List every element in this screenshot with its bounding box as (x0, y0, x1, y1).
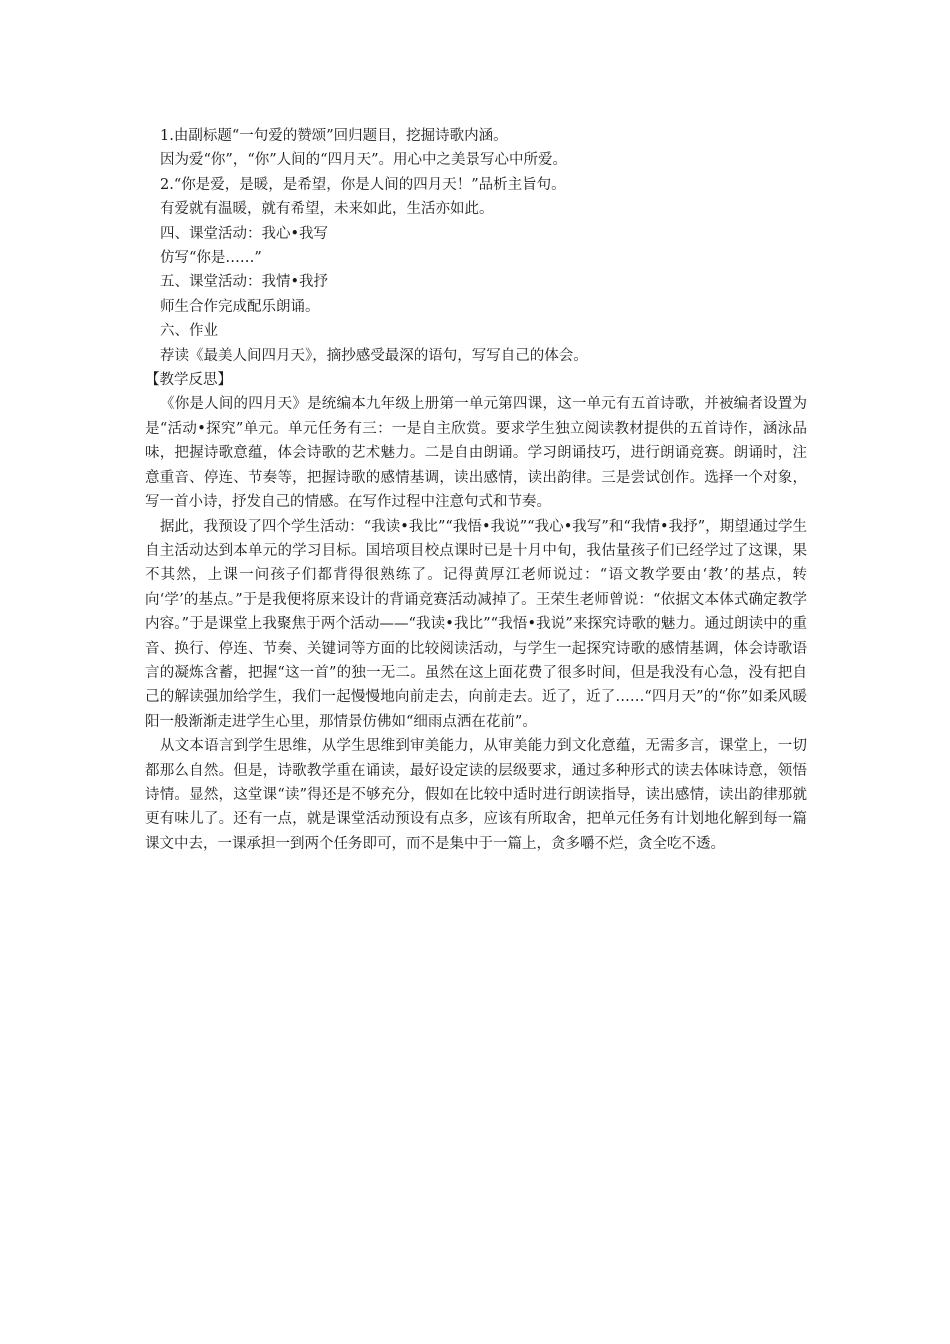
text-line: 2.“你是爱，是暖，是希望，你是人间的四月天！”品析主旨句。 (160, 176, 566, 193)
text-line: 荐读《最美人间四月天》，摘抄感受最深的语句，写写自己的体会。 (160, 347, 588, 364)
text-line: 因为爱“你”，“你”人间的“四月天”。用心中之美景写心中所爱。 (160, 152, 567, 169)
text-line: 师生合作完成配乐朗诵。 (160, 298, 320, 315)
section-heading: 四、课堂活动：我心•我写 (160, 225, 329, 242)
reflection-paragraph: 从文本语言到学生思维，从学生思维到审美能力，从审美能力到文化意蕴，无需多言，课堂上，一切都那么自然。但是，诗歌教学重在诵读，最好设定读的层级要求，通过多种形式的读去体味诗意，领悟诗情。显然，这堂课“读”得还是不够充分，假如在比较中适时进行朗读指导，读出感情，读出韵律那就更有味儿了。还有一点，就是课堂活动预设有点多，应该有所取舍，把单元任务有计划地化解到每一篇课文中去，一课承担一到两个任务即可，而不是集中于一篇上，贪多嚼不烂，贪全吃不透。 (145, 738, 807, 852)
text-line: 有爱就有温暖，就有希望，未来如此，生活亦如此。 (160, 201, 494, 218)
reflection-paragraph: 据此，我预设了四个学生活动：“我读•我比”“我悟•我说”“我心•我写”和“我情•我抒”，期望通过学生自主活动达到本单元的学习目标。国培项目校点课时已是十月中旬，我估量孩子们已经学过了这课，果不其然，上课一问孩子们都背得很熟练了。记得黄厚江老师说过：“语文教学要由‘教’的基点，转向‘学’的基点。”于是我便将原来设计的背诵竞赛活动减掉了。王荣生老师曾说：“依据文本体式确定教学内容。”于是课堂上我聚焦于两个活动——“我读•我比”“我悟•我说”来探究诗歌的魅力。通过朗读中的重音、换行、停连、节奏、关键词等方面的比较阅读活动，与学生一起探究诗歌的感情基调，体会诗歌语言的凝炼含蓄，把握“这一首”的独一无二。虽然在这上面花费了很多时间，但是我没有心急，没有把自己的解读强加给学生，我们一起慢慢地向前走去，向前走去。近了，近了……“四月天”的“你”如柔风暖阳一般渐渐走进学生心里，那情景仿佛如“细雨点洒在花前”。 (145, 518, 807, 730)
section-heading: 五、课堂活动：我情•我抒 (160, 274, 329, 291)
section-heading: 六、作业 (160, 323, 218, 340)
text-line: 仿写“你是……” (160, 250, 262, 267)
reflection-paragraph: 《你是人间的四月天》是统编本九年级上册第一单元第四课，这一单元有五首诗歌，并被编者设置为是“活动•探究”单元。单元任务有三：一是自主欣赏。要求学生独立阅读教材提供的五首诗作，涵泳品味，把握诗歌意蕴，体会诗歌的艺术魅力。二是自由朗诵。学习朗诵技巧，进行朗诵竞赛。朗诵时，注意重音、停连、节奏等，把握诗歌的感情基调，读出感情，读出韵律。三是尝试创作。选择一个对象，写一首小诗，抒发自己的情感。在写作过程中注意句式和节奏。 (145, 396, 807, 511)
reflection-heading: 【教学反思】 (145, 372, 232, 389)
text-line: 1.由副标题“一句爱的赞颂”回归题目，挖掘诗歌内涵。 (160, 128, 508, 144)
document-body (145, 124, 807, 856)
